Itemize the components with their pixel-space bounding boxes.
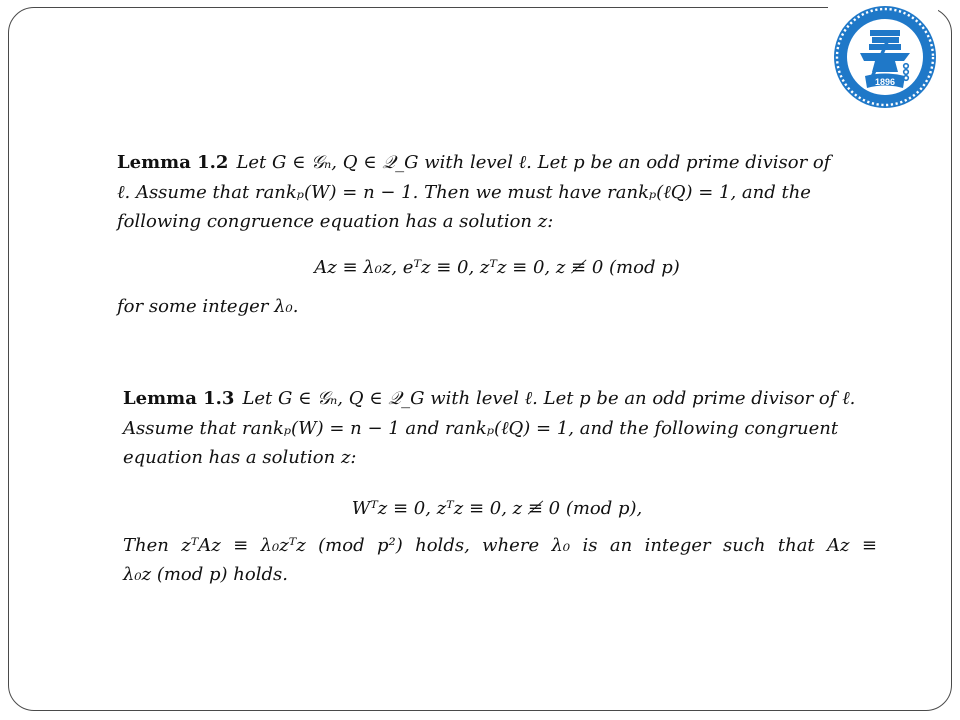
logo-year: 1896 xyxy=(874,77,896,87)
lemma-1-3-line-3: equation has a solution z: xyxy=(123,447,357,468)
lemma-1-3-line-1-text: Let G ∈ 𝒢ₙ, Q ∈ 𝒬_G with level ℓ. Let p be an odd prime divisor of ℓ. xyxy=(242,388,856,409)
slide-frame xyxy=(8,7,952,711)
lemma-1-3-line-2: Assume that rankₚ(W) = n − 1 and rankₚ(ℓQ) = 1, and the following congruent xyxy=(123,417,839,439)
lemma-1-3-line-1 xyxy=(117,384,877,414)
lemma-1-2-title: Lemma 1.2 xyxy=(117,152,229,173)
lemma-1-2-after: for some integer λ₀. xyxy=(117,295,299,317)
university-seal-logo xyxy=(832,4,938,110)
lemma-1-3-formula: Wᵀz ≡ 0, zᵀz ≡ 0, z ≢ 0 (mod p), xyxy=(351,497,643,519)
lemma-1-2-line-3: following congruence equation has a solution z: xyxy=(117,211,554,232)
lemma-1-3 xyxy=(117,384,877,590)
lemma-1-3-after-1: Then zᵀAz ≡ λ₀zᵀz (mod p²) holds, where λ₀ is an integer such that Az ≡ xyxy=(123,534,877,556)
lemma-1-2 xyxy=(117,148,877,321)
lemma-1-2-formula: Az ≡ λ₀z, eᵀz ≡ 0, zᵀz ≡ 0, z ≢ 0 (mod p) xyxy=(314,256,680,278)
lemma-1-2-line-2: ℓ. Assume that rankₚ(W) = n − 1. Then we must have rankₚ(ℓQ) = 1, and the xyxy=(117,181,811,203)
lemma-1-2-line-1-text: Let G ∈ 𝒢ₙ, Q ∈ 𝒬_G with level ℓ. Let p be an odd prime divisor of xyxy=(236,152,831,173)
lemma-1-3-after-2: λ₀z (mod p) holds. xyxy=(123,564,288,585)
lemma-1-2-line-1 xyxy=(117,148,877,178)
lemma-1-3-title: Lemma 1.3 xyxy=(123,388,235,409)
